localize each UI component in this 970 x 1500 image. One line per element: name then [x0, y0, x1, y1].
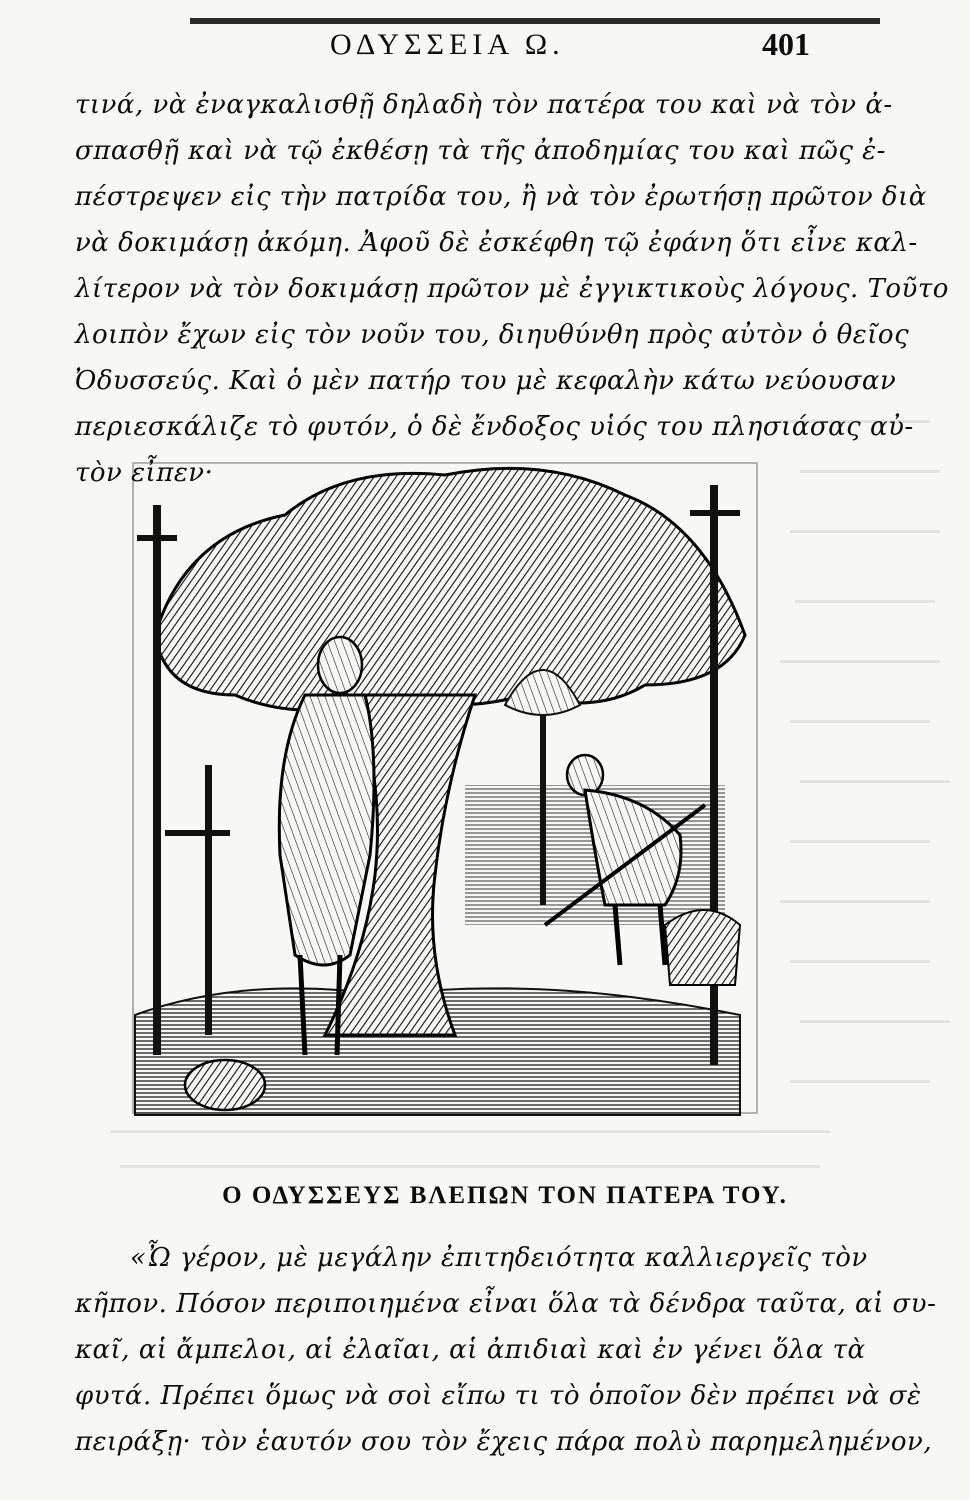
page-header — [0, 18, 970, 68]
text-line: σπασθῇ καὶ νὰ τῷ ἐκθέσῃ τὰ τῆς ἀποδημίας του καὶ πῶς ἐ- — [75, 136, 886, 166]
text-line: νὰ δοκιμάσῃ ἀκόμη. Ἀφοῦ δὲ ἐσκέφθη τῷ ἐφάνη ὅτι εἶνε καλ- — [75, 228, 918, 258]
illustration-caption — [0, 1182, 970, 1210]
text-line: περιεσκάλιζε τὸ φυτόν, ὁ δὲ ἔνδοξος υἱός του πλησιάσας αὐ- — [75, 412, 914, 442]
text-line: λοιπὸν ἔχων εἰς τὸν νοῦν του, διηυθύνθη πρὸς αὐτὸν ὁ θεῖος — [75, 320, 910, 350]
text-line: πειράξῃ· τὸν ἑαυτόν σου τὸν ἔχεις πάρα πολὺ παρημελημένον, — [75, 1427, 933, 1457]
text-line: Ὀδυσσεύς. Καὶ ὁ μὲν πατήρ του μὲ κεφαλὴν κάτω νεύουσαν — [75, 366, 897, 396]
caption-text: Ο ΟΔΥΣΣΕΥΣ ΒΛΕΠΩΝ ΤΟΝ ΠΑΤΕΡΑ ΤΟΥ. — [222, 1182, 788, 1209]
text-line: «Ὦ γέρον, μὲ μεγάλην ἐπιτηδειότητα καλλιεργεῖς τὸν — [130, 1243, 868, 1273]
text-line: πέστρεψεν εἰς τὴν πατρίδα του, ἢ νὰ τὸν ἐρωτήσῃ πρῶτον διὰ — [75, 182, 927, 212]
paragraph-top — [75, 82, 949, 496]
text-line: τινά, νὰ ἐναγκαλισθῇ δηλαδὴ τὸν πατέρα του καὶ νὰ τὸν ἀ- — [75, 90, 893, 120]
text-line: φυτά. Πρέπει ὅμως νὰ σοὶ εἴπω τι τὸ ὁποῖον δὲν πρέπει νὰ σὲ — [75, 1381, 922, 1411]
page-number: 401 — [762, 26, 810, 62]
text-line: τὸν εἶπεν· — [75, 458, 214, 488]
text-line: λίτερον νὰ τὸν δοκιμάσῃ πρῶτον μὲ ἐγγικτικοὺς λόγους. Τοῦτο — [75, 274, 949, 304]
running-title: ΟΔΥΣΣΕΙΑ Ω. — [330, 28, 565, 61]
paragraph-bottom — [75, 1235, 937, 1465]
header-rule — [190, 18, 880, 24]
woodcut-illustration — [125, 455, 765, 1120]
text-line: καῖ, αἱ ἄμπελοι, αἱ ἐλαῖαι, αἱ ἀπιδιαὶ καὶ ἐν γένει ὅλα τὰ — [75, 1335, 866, 1365]
text-line: κῆπον. Πόσον περιποιημένα εἶναι ὅλα τὰ δένδρα ταῦτα, αἱ συ- — [75, 1289, 937, 1319]
